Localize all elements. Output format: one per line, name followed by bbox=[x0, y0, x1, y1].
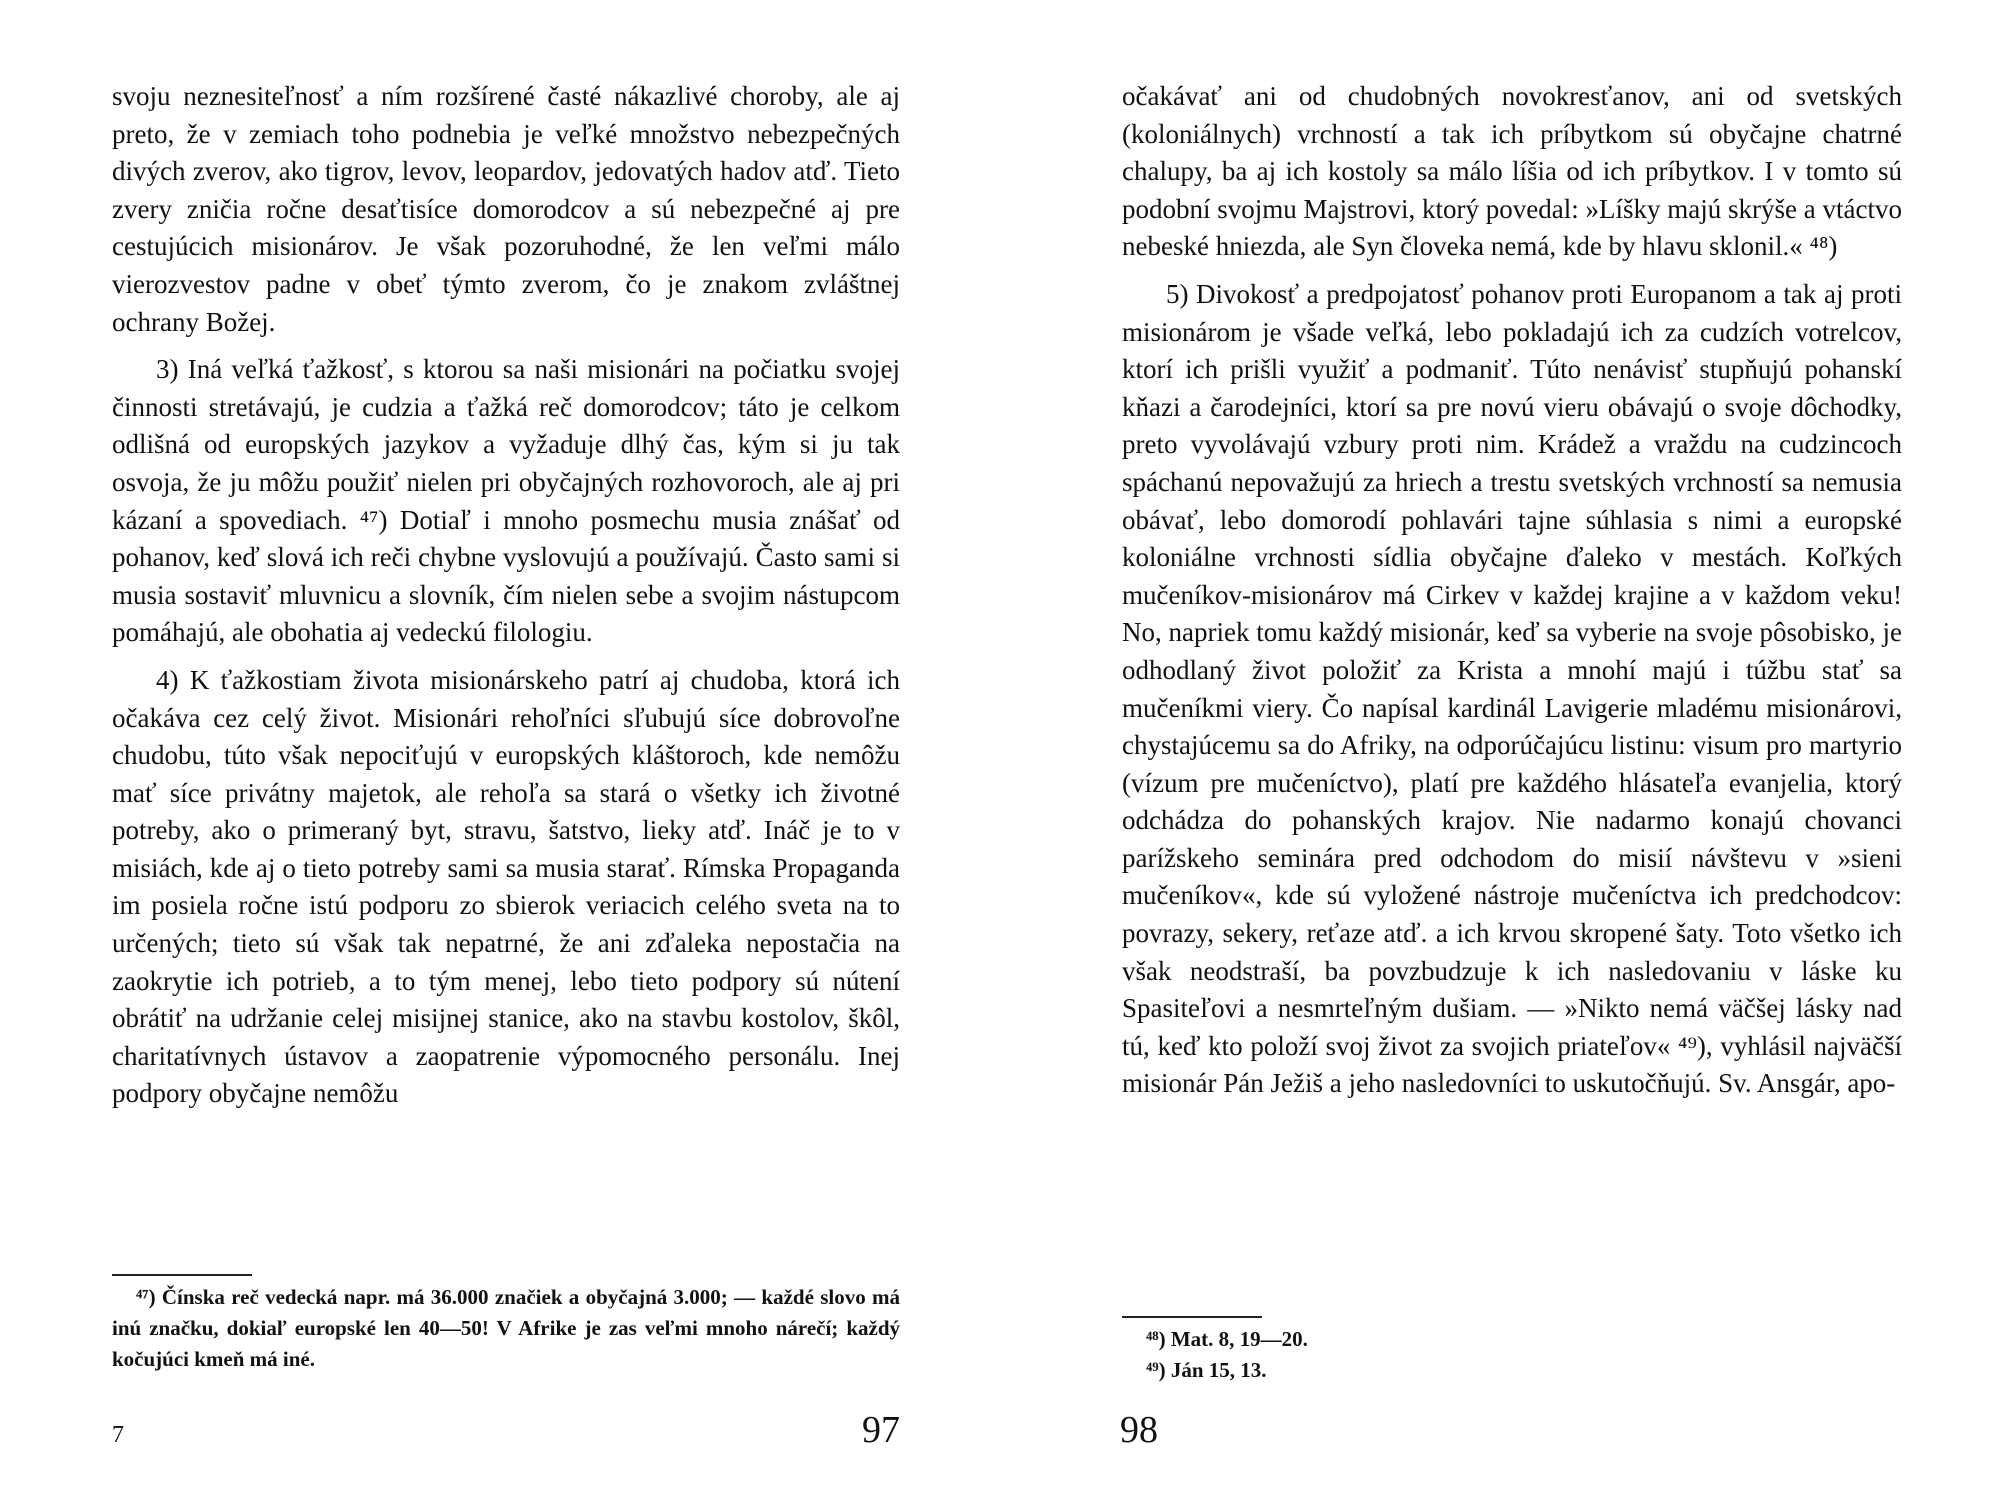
paragraph: 5) Divokosť a predpojatosť pohanov proti Europanom a tak aj proti misionárom je všade veľká, lebo pokladajú ich za cudzích votrelcov, ktorí ich prišli využiť a podmaniť. Túto nenávisť stupňujú pohanskí kňazi a čarodejníci, ktorí sa pre novú vieru obávajú o svoje dôchodky, preto vyvolávajú vzbury proti nim. Krádež a vraždu na cudzincoch spáchanú nepovažujú za hriech a trestu svetských vrchností sa nemusia obávať, lebo domorodí pohlavári tajne súhlasia s nimi a europské koloniálne vrchnosti sídlia obyčajne ďaleko v mestách. Koľkých mučeníkov-misionárov má Cirkev v každej krajine a v každom veku! No, napriek tomu každý misionár, keď sa vyberie na svoje pôsobisko, je odhodlaný život položiť za Krista a mnohí majú i túžbu stať sa mučeníkmi viery. Čo napísal kardinál Lavigerie mladému misionárovi, chystajúcemu sa do Afriky, na odporúčajúcu listinu: visum pro martyrio (vízum pre mučeníctvo), platí pre každého hlásateľa evanjelia, ktorý odchádza do pohanských krajov. Nie nadarmo konajú chovanci parížskeho seminára pred odchodom do misií návštevu v »sieni mučeníkov«, kde sú vyložené nástroje mučeníctva ich predchodcov: povrazy, sekery, reťaze atď. a ich krvou skropené šaty. Toto všetko ich však neodstraší, ba povzbudzuje k ich nasledovaniu v láske ku Spasiteľovi a nesmrteľným dušiam. — »Nikto nemá väčšej lásky nad tú, keď kto položí svoj život za svojich priateľov« ⁴⁹), vyhlásil najväčší misionár Pán Ježiš a jeho nasledovníci to uskutočňujú. Sv. Ansgár, apo- bbox=[1122, 278, 1902, 1099]
right-page-body bbox=[1122, 78, 1902, 1113]
paragraph: 3) Iná veľká ťažkosť, s ktorou sa naši misionári na počiatku svojej činnosti stretávajú, je cudzia a ťažká reč domorodcov; táto je celkom odlišná od europských jazykov a vyžaduje dlhý čas, kým si ju tak osvoja, že ju môžu použiť nielen pri obyčajných rozhovoroch, ale aj pri kázaní a spovediach. ⁴⁷) Dotiaľ i mnoho posmechu musia znášať od pohanov, keď slová ich reči chybne vyslovujú a používajú. Často sami si musia sostaviť mluvnicu a slovník, čím nielen sebe a svojim nástupcom pomáhajú, ale obohatia aj vedeckú filologiu. bbox=[112, 354, 900, 648]
page-number-right: 98 bbox=[1120, 1409, 1158, 1451]
paragraph: 4) K ťažkostiam života misionárskeho patrí aj chudoba, ktorá ich očakáva cez celý život. Misionári rehoľníci sľubujú síce dobrovoľne chudobu, túto však nepociťujú v europských kláštoroch, kde nemôžu mať síce privátny majetok, ale rehoľa sa stará o všetky ich životné potreby, ako o primeraný byt, stravu, šatstvo, lieky atď. Ináč je to v misiách, kde aj o tieto potreby sami sa musia starať. Rímska Propaganda im posiela ročne istú podporu zo sbierok veriacich celého sveta na to určených; tieto sú však tak nepatrné, že ani zďaleka nepostačia na zaokrytie ich potrieb, a to tým menej, lebo tieto podpory sú nútení obrátiť na udržanie celej misijnej stanice, ako na stavbu kostolov, škôl, charitatívnych ústavov a zaopatrenie výpomocného personálu. Inej podpory obyčajne nemôžu bbox=[112, 664, 900, 1109]
footnote-49: ⁴⁹) Ján 15, 13. bbox=[1146, 1358, 1267, 1382]
page-number-left: 97 bbox=[862, 1409, 900, 1451]
paragraph: svoju neznesiteľnosť a ním rozšírené časté nákazlivé choroby, ale aj preto, že v zemiach toho podnebia je veľké množstvo nebezpečných divých zverov, ako tigrov, levov, leopardov, jedovatých hadov atď. Tieto zvery zničia ročne desaťtisíce domorodcov a sú nebezpečné aj pre cestujúcich misionárov. Je však pozoruhodné, že len veľmi málo vierozvestov padne v obeť týmto zverom, čo je znakom zvláštnej ochrany Božej. bbox=[112, 81, 900, 337]
left-page-body bbox=[112, 78, 900, 1123]
right-page bbox=[1002, 0, 2004, 1500]
signature-mark: 7 bbox=[112, 1422, 124, 1448]
footnote-47: ⁴⁷) Čínska reč vedecká napr. má 36.000 značiek a obyčajná 3.000; — každé slovo má inú značku, dokiaľ europské len 40—50! V Afrike je zas veľmi mnoho nárečí; každý kočujúci kmeň má iné. bbox=[112, 1285, 900, 1371]
paragraph: očakávať ani od chudobných novokresťanov, ani od svetských (koloniálnych) vrchností a tak ich príbytkom sú obyčajne chatrné chalupy, ba aj ich kostoly sa málo líšia od ich príbytkov. I v tomto sú podobní svojmu Majstrovi, ktorý povedal: »Líšky majú skrýše a vtáctvo nebeské hniezda, ale Syn človeka nemá, kde by hlavu sklonil.« ⁴⁸) bbox=[1122, 81, 1902, 262]
right-footnotes bbox=[1122, 1316, 1902, 1386]
footnote-rule bbox=[112, 1274, 252, 1276]
footnote-rule bbox=[1122, 1316, 1262, 1318]
left-footnotes bbox=[112, 1274, 900, 1375]
footnote-48: ⁴⁸) Mat. 8, 19—20. bbox=[1146, 1327, 1308, 1351]
